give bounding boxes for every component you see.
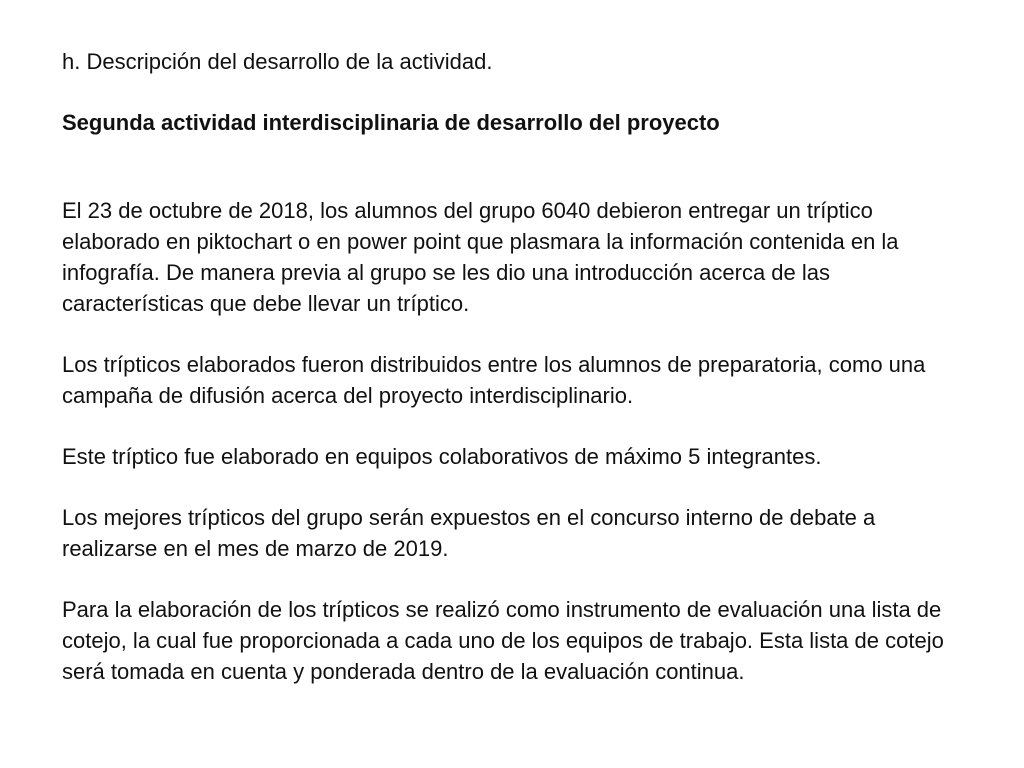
paragraph-delivery: El 23 de octubre de 2018, los alumnos del grupo 6040 debieron entregar un tríptico elaborado en piktochart o en power point que plasmara la información contenida en la infografía. De manera previa al grupo se les dio una introducción acerca de las características que debe llevar un tríptico. <box>62 198 899 316</box>
document-body <box>62 46 962 687</box>
paragraph-distribution: Los trípticos elaborados fueron distribuidos entre los alumnos de preparatoria, como una campaña de difusión acerca del proyecto interdisciplinario. <box>62 352 926 408</box>
paragraph-teams: Este tríptico fue elaborado en equipos colaborativos de máximo 5 integrantes. <box>62 444 822 469</box>
paragraph-evaluation: Para la elaboración de los trípticos se realizó como instrumento de evaluación una lista de cotejo, la cual fue proporcionada a cada uno de los equipos de trabajo. Esta lista de cotejo será tomada en cuenta y ponderada dentro de la evaluación continua. <box>62 597 944 684</box>
paragraph-contest: Los mejores trípticos del grupo serán expuestos en el concurso interno de debate a realizarse en el mes de marzo de 2019. <box>62 505 876 561</box>
activity-title: Segunda actividad interdisciplinaria de desarrollo del proyecto <box>62 110 720 135</box>
section-heading: h. Descripción del desarrollo de la actividad. <box>62 49 493 74</box>
